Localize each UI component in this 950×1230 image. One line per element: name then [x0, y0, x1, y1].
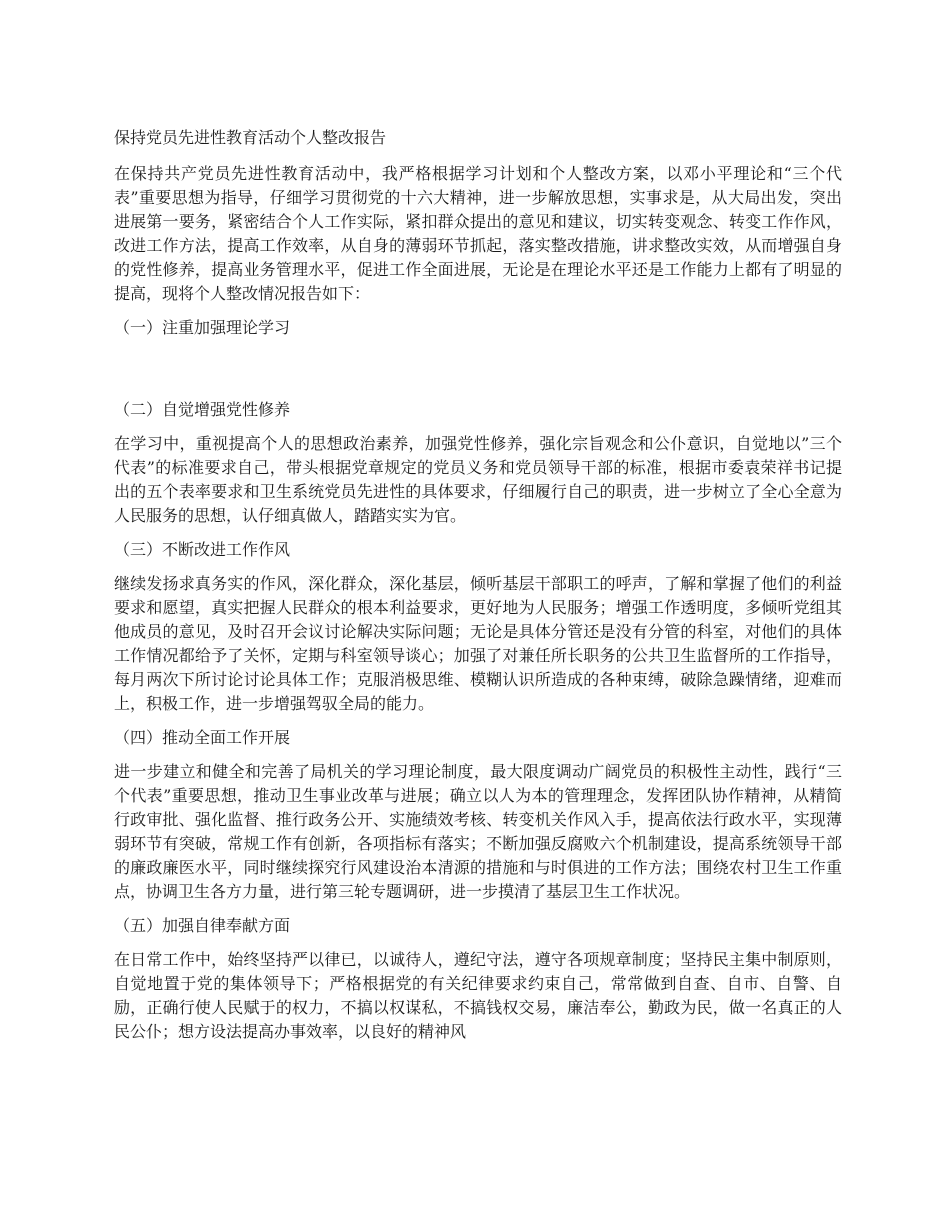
section-heading-3: （三）不断改进工作作风: [114, 540, 291, 559]
section-body-3: 继续发扬求真务实的作风，深化群众，深化基层，倾听基层干部职工的呼声，了解和掌握了他们的利益要求和愿望，真实把握人民群众的根本利益要求，更好地为人民服务；增强工作透明度，多倾听党组其他成员的意见，及时召开会议讨论解决实际问题；无论是具体分管还是没有分管的科室，对他们的具体工作情况都给予了关怀，定期与科室领导谈心；加强了对兼任所长职务的公共卫生监督所的工作指导，每月两次下所讨论讨论具体工作；克服消极思维、模糊认识所造成的各种束缚，破除急躁情绪，迎难而上，积极工作，进一步增强驾驭全局的能力。: [114, 574, 842, 713]
section-heading-5: （五）加强自律奉献方面: [114, 916, 291, 935]
section-body-4: 进一步建立和健全和完善了局机关的学习理论制度，最大限度调动广阔党员的积极性主动性，践行“三个代表”重要思想，推动卫生事业改革与进展；确立以人为本的管理理念，发挥团队协作精神，从精简行政审批、强化监督、推行政务公开、实施绩效考核、转变机关作风入手，提高依法行政水平，实现薄弱环节有突破，常规工作有创新，各项指标有落实；不断加强反腐败六个机制建设，提高系统领导干部的廉政廉医水平，同时继续探究行风建设治本清源的措施和与时俱进的工作方法；围绕农村卫生工作重点，协调卫生各方力量，进行第三轮专题调研，进一步摸清了基层卫生工作状况。: [114, 762, 842, 901]
blank-space: [114, 350, 842, 398]
intro-paragraph: 在保持共产党员先进性教育活动中，我严格根据学习计划和个人整改方案，以邓小平理论和“三个代表”重要思想为指导，仔细学习贯彻党的十六大精神，进一步解放思想，实事求是，从大局出发，突出进展第一要务，紧密结合个人工作实际，紧扣群众提出的意见和建议，切实转变观念、转变工作作风，改进工作方法，提高工作效率，从自身的薄弱环节抓起，落实整改措施，讲求整改实效，从而增强自身的党性修养，提高业务管理水平，促进工作全面进展，无论是在理论水平还是工作能力上都有了明显的提高，现将个人整改情况报告如下：: [114, 164, 842, 303]
section-heading-1: （一）注重加强理论学习: [114, 318, 291, 337]
section-body-2: 在学习中，重视提高个人的思想政治素养，加强党性修养，强化宗旨观念和公仆意识，自觉地以”三个代表”的标准要求自己，带头根据党章规定的党员义务和党员领导干部的标准，根据市委袁荣祥书记提出的五个表率要求和卫生系统党员先进性的具体要求，仔细履行自己的职责，进一步树立了全心全意为人民服务的思想，认仔细真做人，踏踏实实为官。: [114, 434, 842, 525]
section-body-5: 在日常工作中，始终坚持严以律已，以诚待人，遵纪守法，遵守各项规章制度；坚持民主集中制原则，自觉地置于党的集体领导下；严格根据党的有关纪律要求约束自己，常常做到自查、自市、自警、自励，正确行使人民赋于的权力，不搞以权谋私，不搞钱权交易，廉洁奉公，勤政为民，做一名真正的人民公仆；想方设法提高办事效率，以良好的精神风: [114, 950, 842, 1041]
section-heading-4: （四）推动全面工作开展: [114, 728, 291, 747]
document-title: 保持党员先进性教育活动个人整改报告: [114, 128, 387, 147]
section-heading-2: （二）自觉增强党性修养: [114, 400, 291, 419]
document-page: [114, 126, 842, 1054]
